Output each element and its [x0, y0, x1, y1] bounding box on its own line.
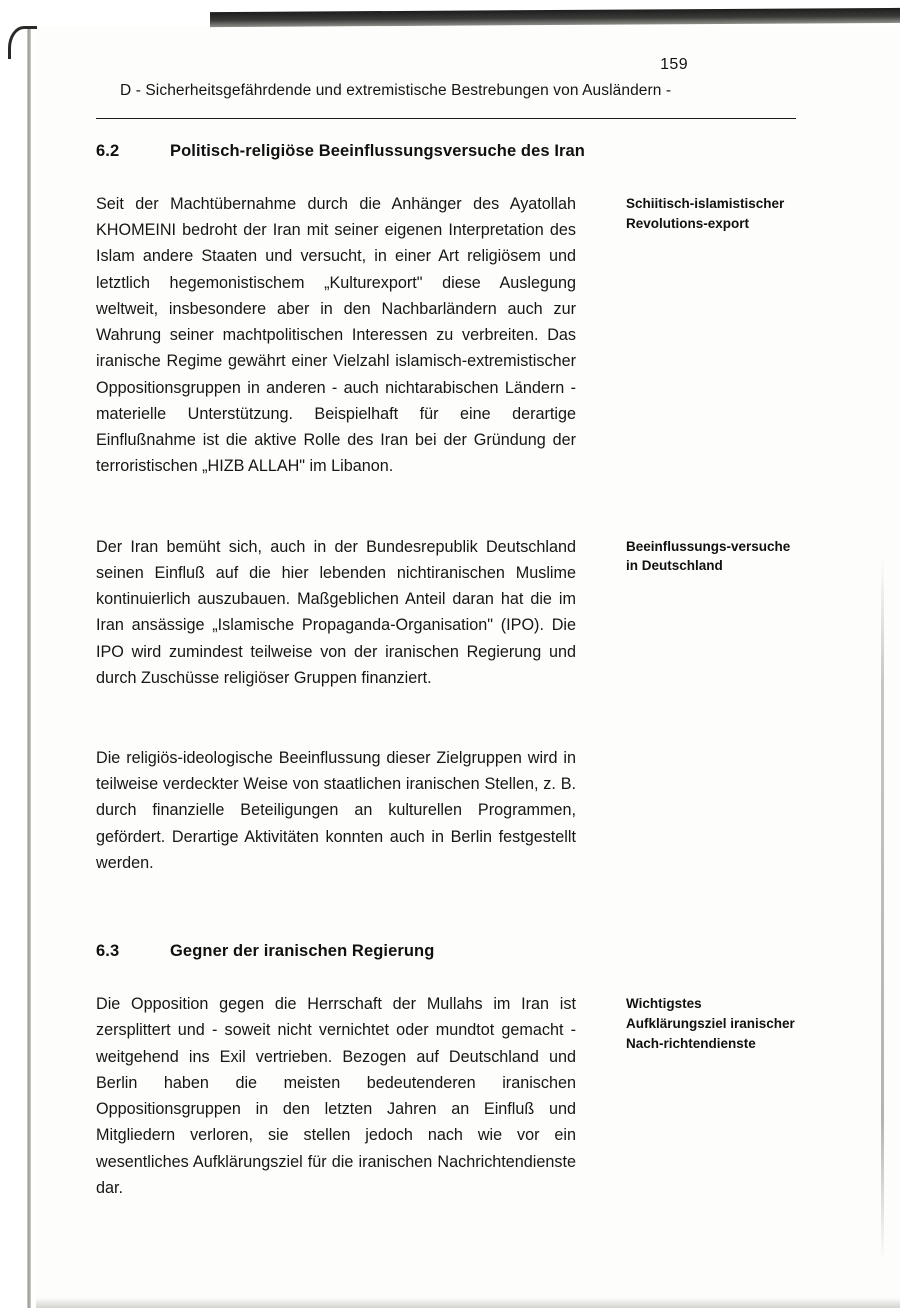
- text-block: [96, 991, 796, 1201]
- margin-note: Schiitisch-islamistischer Revolutions-export: [626, 196, 785, 231]
- section-heading-6-2: [96, 142, 796, 161]
- scan-bottom-shadow: [36, 1298, 900, 1308]
- paragraph: Seit der Machtübernahme durch die Anhänger des Ayatollah KHOMEINI bedroht der Iran mit seiner eigenen Interpretation des Islam andere Staaten und versucht, in einer Art religiösem und letztlich hegemonistischem „Kulturexport" diese Auslegung weltweit, insbesondere aber in den Nachbarländern auch zur Wahrung seiner machtpolitischen Interessen zu verbreiten. Das iranische Regime gewährt einer Vielzahl islamisch-extremistischer Oppositionsgruppen in anderen - auch nichtarabischen Ländern - materielle Unterstützung. Beispielhaft für eine derartige Einflußnahme ist die aktive Rolle des Iran bei der Gründung der terroristischen „HIZB ALLAH" im Libanon.: [96, 195, 576, 476]
- paragraph: Die religiös-ideologische Beeinflussung dieser Zielgruppen wird in teilweise verdeckter Weise von staatlichen iranischen Stellen, z. B. durch finanzielle Beteiligungen an kulturellen Programmen, gefördert. Derartige Aktivitäten konnten auch in Berlin festgestellt werden.: [96, 748, 576, 872]
- text-block: [96, 191, 796, 480]
- spacer: [96, 480, 796, 534]
- margin-note: [626, 745, 796, 748]
- text-block: [96, 745, 796, 876]
- section-number-6-3: 6.3: [96, 942, 120, 961]
- paragraph-column: [96, 745, 576, 876]
- body-area: [96, 142, 796, 1201]
- paragraph: Die Opposition gegen die Herrschaft der Mullahs im Iran ist zersplittert und - soweit nicht vernichtet oder mundtot gemacht - weitgehend ins Exil vertrieben. Bezogen auf Deutschland und Berlin haben die meisten bedeutenderen iranischen Oppositionsgruppen in den letzten Jahren an Einfluß und Mitgliedern verloren, sie stellen jedoch nach wie vor ein wesentliches Aufklärungsziel für die iranischen Nachrichtendienste dar.: [96, 995, 576, 1197]
- margin-note: Beeinflussungs-versuche in Deutschland: [626, 538, 791, 574]
- spacer: [96, 161, 796, 191]
- scan-right-page-edge: [881, 560, 884, 1260]
- margin-note: Wichtigstes Aufklärungsziel iranischer Nach-richtendienste: [626, 996, 795, 1051]
- spacer: [96, 961, 796, 991]
- section-title-6-2: Politisch-religiöse Beeinflussungsversuche des Iran: [170, 142, 585, 160]
- page-number: 159: [660, 56, 688, 73]
- scan-page-corner-curl: [8, 26, 37, 59]
- spacer: [96, 691, 796, 745]
- paragraph-column: [96, 991, 576, 1201]
- running-head: D - Sicherheitsgefährdende und extremistische Bestrebungen von Ausländern -: [120, 82, 672, 99]
- scan-left-page-edge: [27, 28, 31, 1308]
- paragraph: Der Iran bemüht sich, auch in der Bundesrepublik Deutschland seinen Einfluß auf die hier lebenden nichtiranischen Muslime kontinuierlich auszubauen. Maßgeblichen Anteil daran hat die im Iran ansässige „Islamische Propaganda-Organisation" (IPO). Die IPO wird zumindest teilweise von der iranischen Regierung und durch Zuschüsse religiöser Gruppen finanziert.: [96, 537, 576, 687]
- section-title-6-3: Gegner der iranischen Regierung: [170, 942, 435, 961]
- paragraph-column: [96, 534, 576, 691]
- header-divider: [96, 118, 796, 119]
- section-number-6-2: 6.2: [96, 142, 120, 160]
- spacer: [96, 876, 796, 942]
- section-heading-6-3: [96, 942, 796, 961]
- text-block: [96, 534, 796, 691]
- paragraph-column: [96, 191, 576, 480]
